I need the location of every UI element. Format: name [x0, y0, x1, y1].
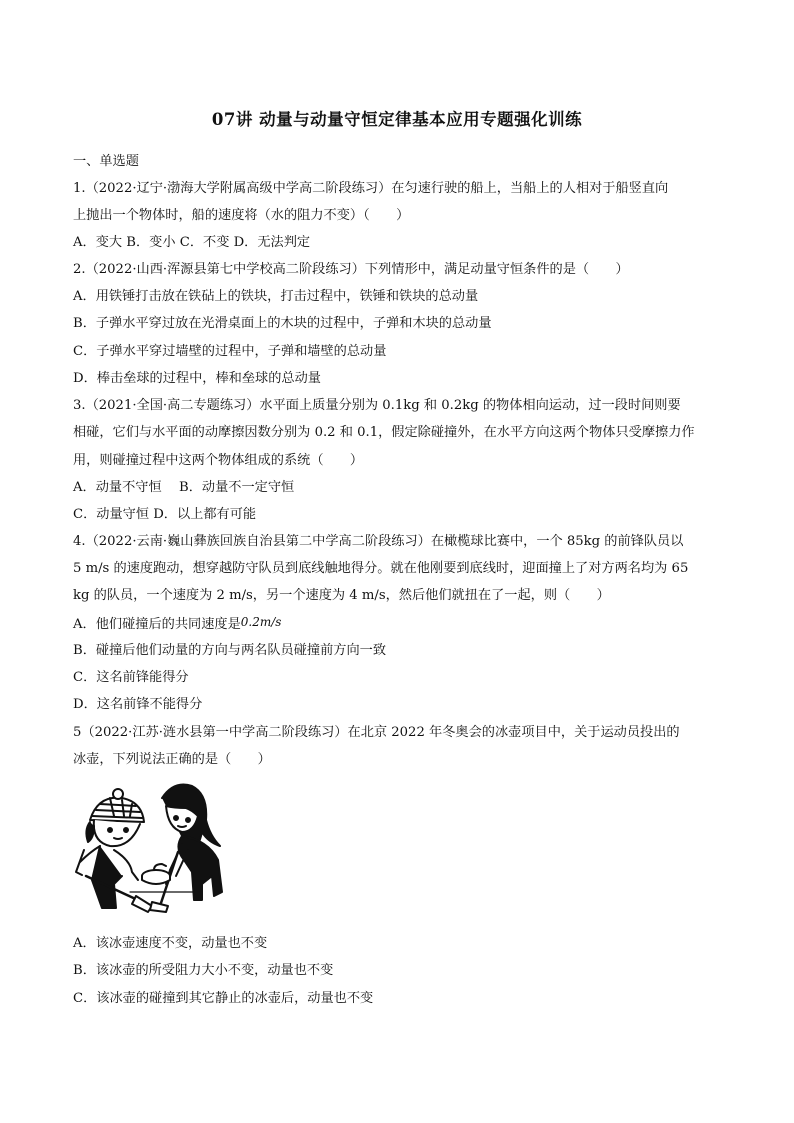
section-heading: 一、单选题: [73, 154, 139, 169]
q4-stem-line2: 5 m/s 的速度跑动，想穿越防守队员到底线触地得分。就在他刚要到底线时，迎面撞上了对方两名均为 65: [73, 561, 689, 576]
q4-option-a-text: A．他们碰撞后的共同速度是: [73, 617, 241, 632]
q4-option-a: [73, 614, 733, 635]
q4-option-a-formula: 0.2m/s: [240, 615, 282, 629]
q2-option-c: C．子弹水平穿过墙壁的过程中，子弹和墙壁的总动量: [73, 344, 387, 359]
q1-stem-line1: 1.（2022·辽宁·渤海大学附属高级中学高二阶段练习）在匀速行驶的船上，当船上的人相对于船竖直向: [73, 181, 669, 196]
q2-option-a: A．用铁锤打击放在铁砧上的铁块，打击过程中，铁锤和铁块的总动量: [73, 289, 479, 304]
page-title: 07讲 动量与动量守恒定律基本应用专题强化训练: [211, 110, 583, 129]
q2-option-b: B．子弹水平穿过放在光滑桌面上的木块的过程中，子弹和木块的总动量: [73, 316, 492, 331]
q3-stem-line3: 用，则碰撞过程中这两个物体组成的系统（ ）: [73, 453, 364, 468]
q4-option-b: B．碰撞后他们动量的方向与两名队员碰撞前方向一致: [73, 643, 387, 658]
q4-option-c: C．这名前锋能得分: [73, 670, 189, 685]
q1-stem-line2: 上抛出一个物体时，船的速度将（水的阻力不变）（ ）: [73, 208, 410, 223]
q3-stem-line1: 3.（2021·全国·高二专题练习）水平面上质量分别为 0.1kg 和 0.2kg 的物体相向运动，过一段时间则要: [73, 398, 681, 413]
q3-options-ab: A．动量不守恒 B．动量不一定守恒: [73, 480, 295, 495]
q3-stem-line2: 相碰，它们与水平面的动摩擦因数分别为 0.2 和 0.1，假定除碰撞外，在水平方向这两个物体只受摩擦力作: [73, 425, 695, 440]
q5-stem-line2: 冰壶，下列说法正确的是（ ）: [73, 752, 271, 767]
q2-option-d: D．棒击垒球的过程中，棒和垒球的总动量: [73, 371, 321, 386]
q5-option-c: C．该冰壶的碰撞到其它静止的冰壶后，动量也不变: [73, 991, 374, 1006]
q5-option-b: B．该冰壶的所受阻力大小不变，动量也不变: [73, 963, 334, 978]
q5-option-a: A．该冰壶速度不变，动量也不变: [73, 936, 268, 951]
q4-stem-line3: kg 的队员，一个速度为 2 m/s，另一个速度为 4 m/s，然后他们就扭在了一起，则（ ）: [73, 588, 610, 603]
q4-option-d: D．这名前锋不能得分: [73, 697, 203, 712]
q1-options: A．变大 B．变小 C．不变 D．无法判定: [73, 235, 311, 250]
q5-stem-line1: 5（2022·江苏·涟水县第一中学高二阶段练习）在北京 2022 年冬奥会的冰壶项目中，关于运动员投出的: [73, 725, 680, 740]
curling-illustration: [70, 780, 240, 915]
q4-stem-line1: 4.（2022·云南·巍山彝族回族自治县第二中学高二阶段练习）在橄榄球比赛中，一个 85kg 的前锋队员以: [73, 534, 684, 549]
q3-options-cd: C．动量守恒 D．以上都有可能: [73, 507, 257, 522]
q2-stem: 2.（2022·山西·浑源县第七中学校高二阶段练习）下列情形中，满足动量守恒条件的是（ ）: [73, 262, 629, 277]
